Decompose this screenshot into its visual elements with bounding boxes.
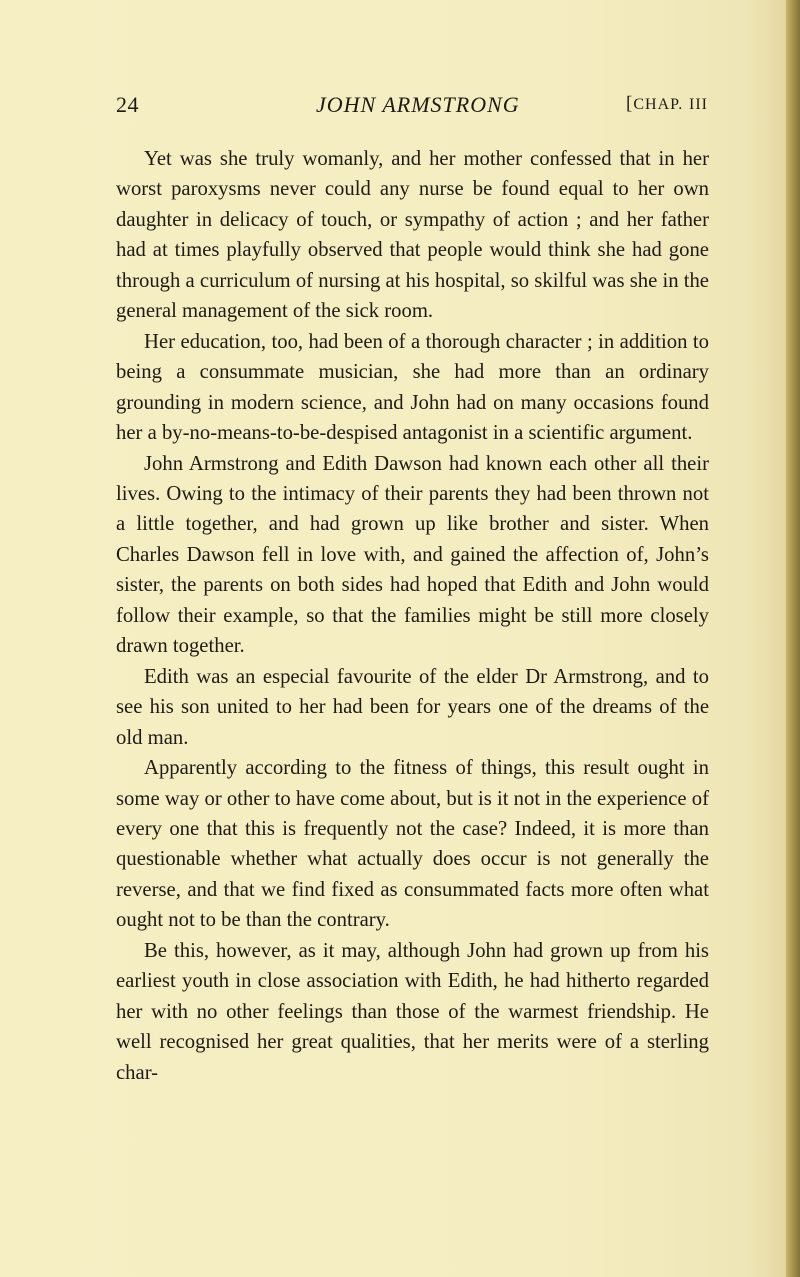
running-title: JOHN ARMSTRONG <box>316 92 520 117</box>
paragraph: Her education, too, had been of a thorough character ; in addition to being a consummate musician, she had more than an ordinary grounding in modern science, and John had on many occasions found her a by-no-means-to-be-despised antagonist in a scientific argument. <box>116 330 709 445</box>
page-number: 24 <box>116 92 139 117</box>
chapter-numeral: III <box>689 96 708 113</box>
paragraph: Be this, however, as it may, although John had grown up from his earliest youth in close association with Edith, he had hitherto regarded her with no other feelings than those of the warmest friendship. He well recognised her great qualities, that her merits were of a sterling char- <box>116 939 709 1084</box>
chapter-word: CHAP. <box>633 96 684 113</box>
page-edge <box>786 0 800 1277</box>
paragraph: Edith was an especial favourite of the elder Dr Armstrong, and to see his son united to her had been for years one of the dreams of the old man. <box>116 665 709 749</box>
chapter-marker <box>626 93 708 115</box>
body-text <box>116 144 709 1088</box>
chapter-bracket: [ <box>626 93 634 114</box>
page-header <box>116 92 708 124</box>
paragraph: Apparently according to the fitness of things, this result ought in some way or other to have come about, but is it not in the experience of every one that this is frequently not the case? Indeed, it is more than questionable whether what actually does occur is not generally the reverse, and that we find fixed as consummated facts more often what ought not to be than the contrary. <box>116 757 709 932</box>
paragraph: Yet was she truly womanly, and her mother confessed that in her worst paroxysms never could any nurse be found equal to her own daughter in delicacy of touch, or sympathy of action ; and her father had at times playfully observed that people would think she had gone through a curriculum of nursing at his hospital, so skilful was she in the general management of the sick room. <box>116 148 709 323</box>
paragraph: John Armstrong and Edith Dawson had known each other all their lives. Owing to the intimacy of their parents they had been thrown not a little together, and had grown up like brother and sister. When Charles Dawson fell in love with, and gained the affection of, John’s sister, the parents on both sides had hoped that Edith and John would follow their example, so that the families might be still more closely drawn together. <box>116 452 709 658</box>
